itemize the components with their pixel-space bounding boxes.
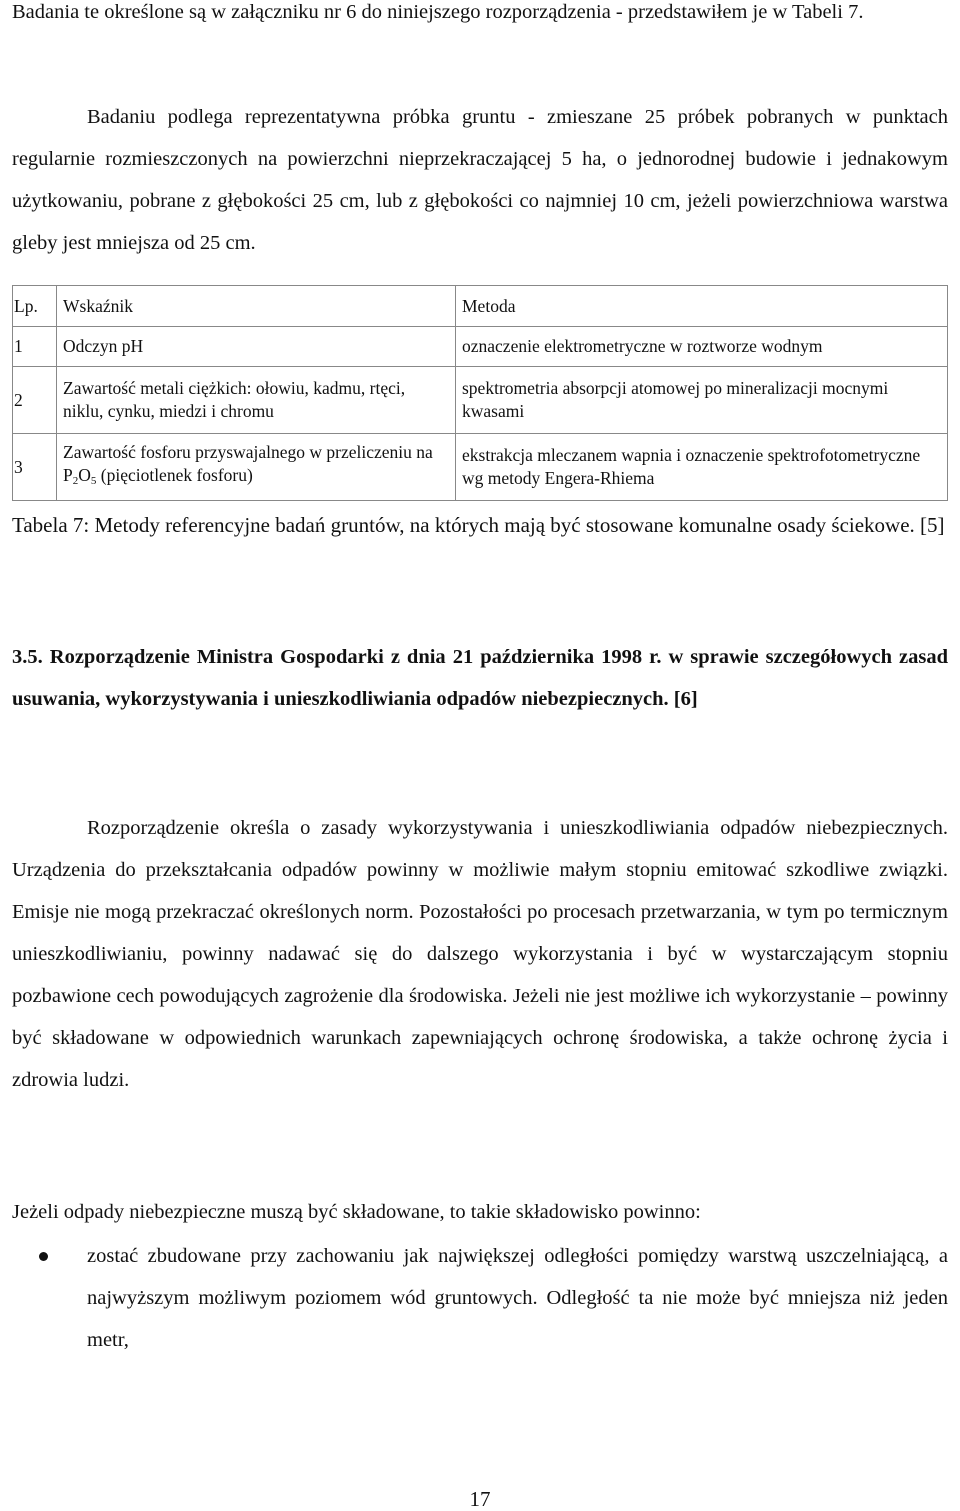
section-heading: 3.5. Rozporządzenie Ministra Gospodarki z dnia 21 października 1998 r. w sprawie szczegółowych zasad usuwania, wykorzystywania i unieszkodliwiania odpadów niebezpiecznych. [6]	[12, 646, 948, 710]
paragraph-intro: Badania te określone są w załączniku nr 6 do niniejszego rozporządzenia - przedstawiłem je w Tabeli 7.	[12, 1, 864, 23]
row-lp: 3	[13, 434, 57, 501]
wskaznik-text-c: (pięciotlenek fosforu)	[96, 465, 253, 485]
header-wskaznik: Wskaźnik	[57, 286, 456, 327]
table-header-row	[13, 286, 948, 327]
table-caption: Tabela 7: Metody referencyjne badań gruntów, na których mają być stosowane komunalne osady ściekowe. [5]	[12, 513, 945, 537]
paragraph-landfill: Jeżeli odpady niebezpieczne muszą być składowane, to takie składowisko powinno:	[12, 1201, 701, 1223]
row-metoda: oznaczenie elektrometryczne w roztworze wodnym	[456, 327, 948, 367]
wskaznik-text-a: Zawartość fosforu przyswajalnego w przeliczeniu na P	[63, 442, 433, 485]
row-wskaznik	[57, 434, 456, 501]
row-wskaznik: Odczyn pH	[57, 327, 456, 367]
bullet-icon	[39, 1252, 48, 1261]
list-item-text: zostać zbudowane przy zachowaniu jak największej odległości pomiędzy warstwą uszczelniającą, a najwyższym możliwym poziomem wód gruntowych. Odległość ta nie może być mniejsza niż jeden metr,	[87, 1245, 948, 1351]
row-metoda: ekstrakcja mleczanem wapnia i oznaczenie spektrofotometryczne wg metody Engera-Rhiema	[456, 434, 948, 501]
reference-methods-table	[12, 285, 948, 501]
subscript-5: 5	[90, 475, 97, 487]
requirements-list	[12, 1235, 948, 1361]
row-lp: 2	[13, 367, 57, 434]
header-metoda: Metoda	[456, 286, 948, 327]
paragraph-regulation: Rozporządzenie określa o zasady wykorzystywania i unieszkodliwiania odpadów niebezpiecznych. Urządzenia do przekształcania odpadów powinny w możliwie małym stopniu emitować szkodliwe związki. Emisje nie mogą przekraczać określonych norm. Pozostałości po procesach przetwarzania, w tym po termicznym unieszkodliwianiu, powinny nadawać się do dalszego wykorzystania i być w wystarczającym stopniu pozbawione cech powodujących zagrożenie dla środowiska. Jeżeli nie jest możliwe ich wykorzystanie – powinny być składowane w odpowiednich warunkach zapewniających ochronę środowiska, a także ochronę życia i zdrowia ludzi.	[12, 817, 948, 1091]
header-lp: Lp.	[13, 286, 57, 327]
table-row	[13, 367, 948, 434]
table-row	[13, 434, 948, 501]
wskaznik-text-b: O	[78, 465, 91, 485]
table-row	[13, 327, 948, 367]
page-number: 17	[469, 1487, 491, 1511]
row-metoda: spektrometria absorpcji atomowej po mineralizacji mocnymi kwasami	[456, 367, 948, 434]
paragraph-sampling: Badaniu podlega reprezentatywna próbka gruntu - zmieszane 25 próbek pobranych w punktach regularnie rozmieszczonych na powierzchni nieprzekraczającej 5 ha, o jednorodnej budowie i jednakowym użytkowaniu, pobrane z głębokości 25 cm, lub z głębokości co najmniej 10 cm, jeżeli powierzchniowa warstwa gleby jest mniejsza od 25 cm.	[12, 106, 948, 254]
row-lp: 1	[13, 327, 57, 367]
subscript-2: 2	[72, 475, 79, 487]
row-wskaznik: Zawartość metali ciężkich: ołowiu, kadmu, rtęci, niklu, cynku, miedzi i chromu	[57, 367, 456, 434]
list-item	[12, 1235, 948, 1361]
